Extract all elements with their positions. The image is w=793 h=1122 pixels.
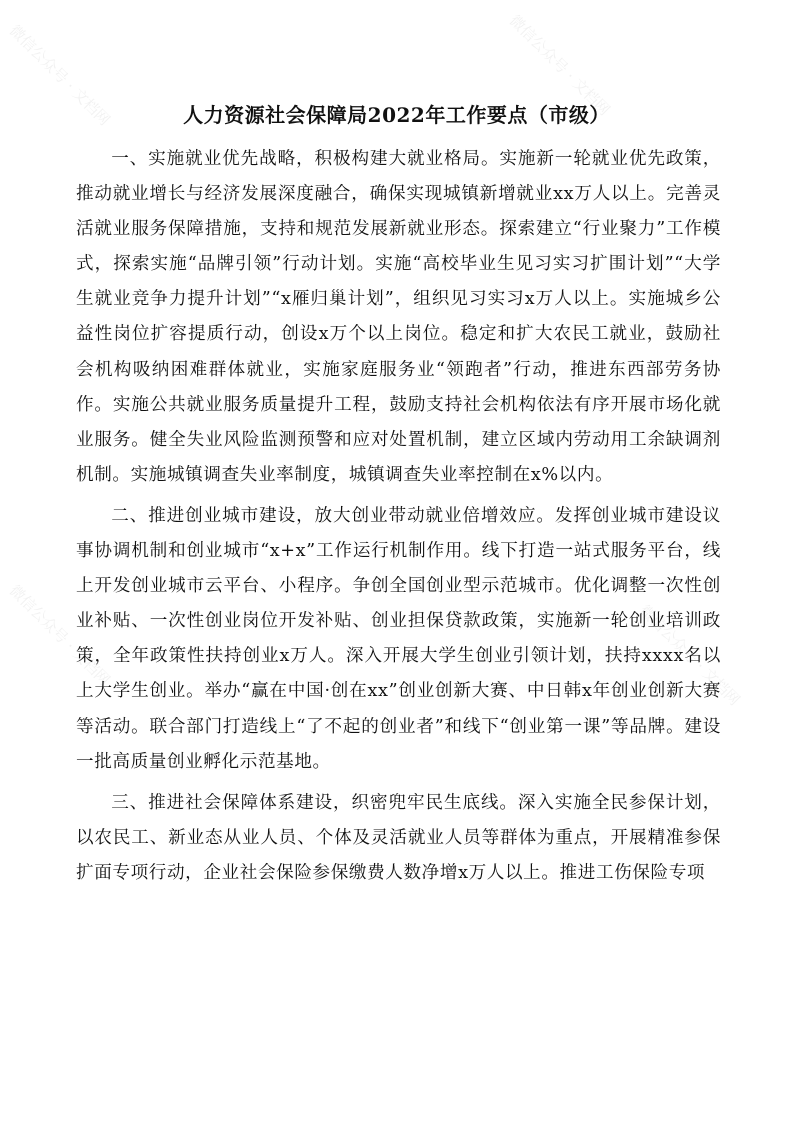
- document-body: [76, 142, 721, 891]
- watermark: 微信公众号 · 文档网: [5, 21, 114, 130]
- watermark: 微信公众号 · 文档网: [5, 581, 114, 690]
- paragraph: 三、推进社会保障体系建设，织密兜牢民生底线。深入实施全民参保计划，以农民工、新业态从业人员、个体及灵活就业人员等群体为重点，开展精准参保扩面专项行动，企业社会保险参保缴费人数净增x万人以上。推进工伤保险专项: [76, 792, 721, 883]
- watermark: 微信公众号 · 文档网: [635, 601, 744, 710]
- paragraph: 二、推进创业城市建设，放大创业带动就业倍增效应。发挥创业城市建设议事协调机制和创业城市“x+x”工作运行机制作用。线下打造一站式服务平台，线上开发创业城市云平台、小程序。争创全国创业型示范城市。优化调整一次性创业补贴、一次性创业岗位开发补贴、创业担保贷款政策，实施新一轮创业培训政策，全年政策性扶持创业x万人。深入开展大学生创业引领计划，扶持xxxx名以上大学生创业。举办“赢在中国·创在xx”创业创新大赛、中日韩x年创业创新大赛等活动。联合部门打造线上“了不起的创业者”和线下“创业第一课”等品牌。建设一批高质量创业孵化示范基地。: [76, 505, 721, 772]
- watermark: 微信公众号 · 文档网: [505, 11, 614, 120]
- document-title: 人力资源社会保障局2022年工作要点（市级）: [183, 103, 610, 127]
- paragraph: 一、实施就业优先战略，积极构建大就业格局。实施新一轮就业优先政策，推动就业增长与经济发展深度融合，确保实现城镇新增就业xx万人以上。完善灵活就业服务保障措施，支持和规范发展新就业形态。探索建立“行业聚力”工作模式，探索实施“品牌引领”行动计划。实施“高校毕业生见习实习扩围计划”“大学生就业竞争力提升计划”“x雁归巢计划”，组织见习实习x万人以上。实施城乡公益性岗位扩容提质行动，创设x万个以上岗位。稳定和扩大农民工就业，鼓励社会机构吸纳困难群体就业，实施家庭服务业“领跑者”行动，推进东西部劳务协作。实施公共就业服务质量提升工程，鼓励支持社会机构依法有序开展市场化就业服务。健全失业风险监测预警和应对处置机制，建立区域内劳动用工余缺调剂机制。实施城镇调查失业率制度，城镇调查失业率控制在x%以内。: [76, 149, 721, 485]
